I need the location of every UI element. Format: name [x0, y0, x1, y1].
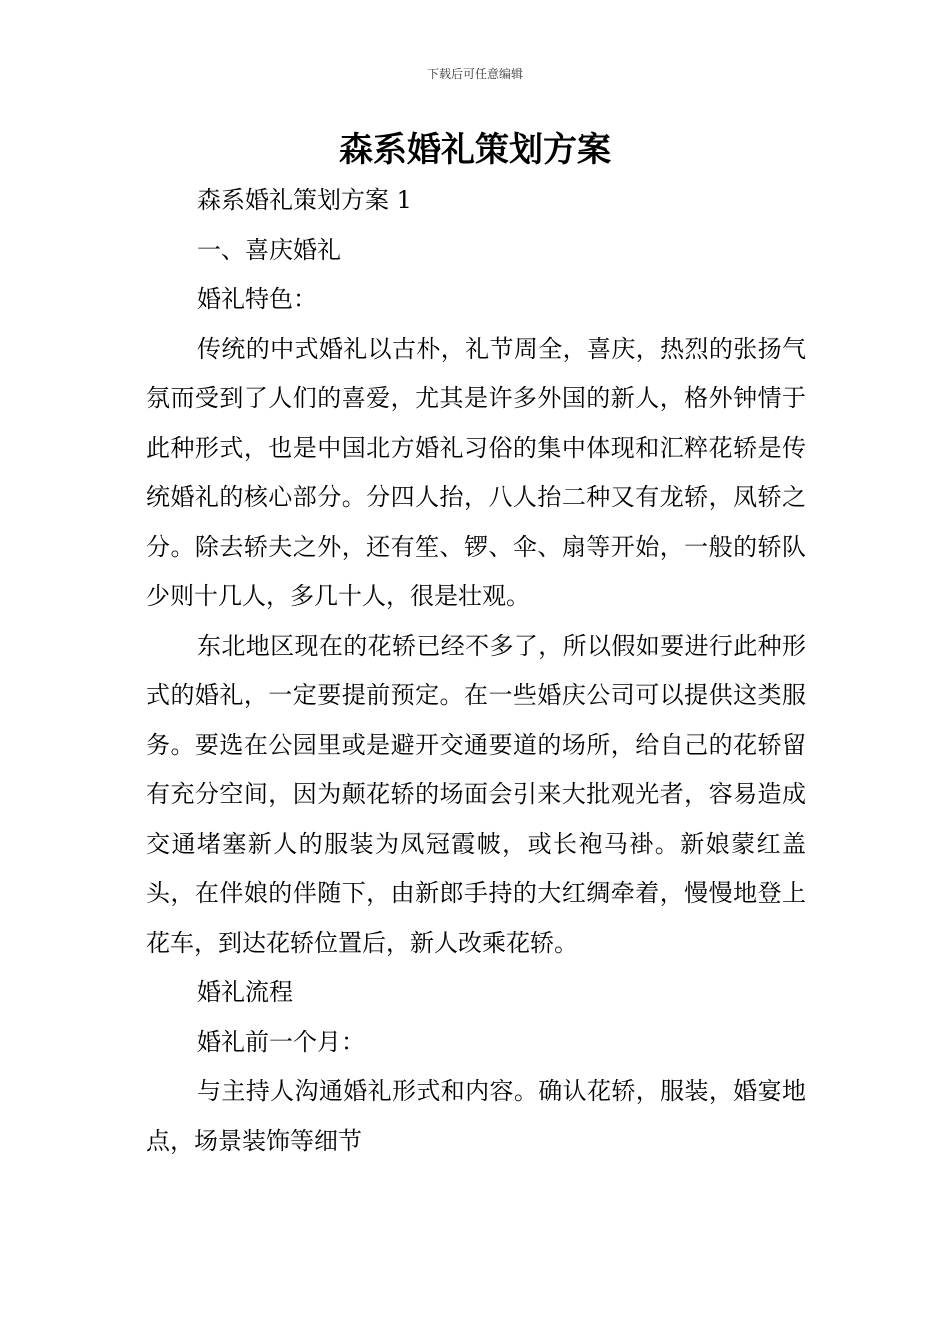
document-body: [146, 176, 806, 1166]
subheading-wedding-process: 婚礼流程: [197, 978, 293, 1006]
paragraph-host-communication: 与主持人沟通婚礼形式和内容。确认花轿，服装，婚宴地点，场景装饰等细节: [146, 1077, 806, 1155]
paragraph-traditional-wedding: 传统的中式婚礼以古朴，礼节周全，喜庆，热烈的张扬气氛而受到了人们的喜爱，尤其是许多外国的新人，格外钟情于此种形式，也是中国北方婚礼习俗的集中体现和汇粹花轿是传统婚礼的核心部分。分四人抬，八人抬二种又有龙轿，凤轿之分。除去轿夫之外，还有笙、锣、伞、扇等开始，一般的轿队少则十几人，多几十人，很是壮观。: [146, 334, 806, 610]
section-heading-festive-wedding: 一、喜庆婚礼: [197, 235, 341, 264]
document-title: 森系婚礼策划方案: [339, 130, 611, 170]
section-heading-plan-1: 森系婚礼策划方案 1: [197, 186, 412, 214]
subheading-one-month-before: 婚礼前一个月：: [197, 1027, 365, 1056]
header-note: 下载后可任意编辑: [426, 67, 523, 81]
paragraph-northeast-sedan: 东北地区现在的花轿已经不多了，所以假如要进行此种形式的婚礼，一定要提前预定。在一些婚庆公司可以提供这类服务。要选在公园里或是避开交通要道的场所，给自己的花轿留有充分空间，因为颠花轿的场面会引来大批观光者，容易造成交通堵塞新人的服装为凤冠霞帔，或长袍马褂。新娘蒙红盖头，在伴娘的伴随下，由新郎手持的大红绸牵着，慢慢地登上花车，到达花轿位置后，新人改乘花轿。: [146, 631, 806, 957]
subheading-wedding-features: 婚礼特色：: [197, 285, 317, 313]
